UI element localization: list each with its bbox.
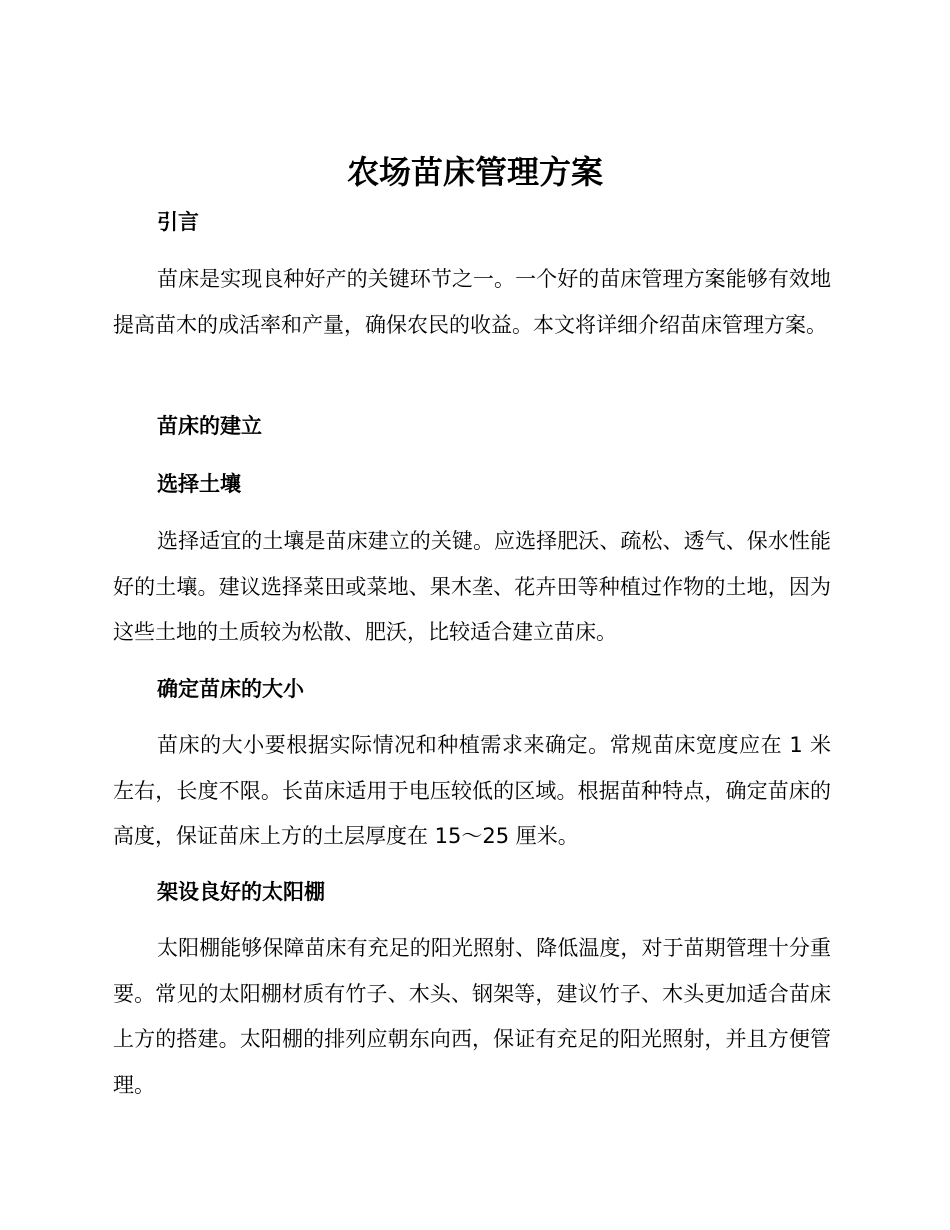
section-heading-intro: 引言 bbox=[157, 210, 199, 234]
section-heading-soil: 选择土壤 bbox=[157, 472, 241, 496]
section-heading-sunshade: 架设良好的太阳棚 bbox=[157, 880, 325, 904]
section-paragraph-intro: 苗床是实现良种好产的关键环节之一。一个好的苗床管理方案能够有效地提高苗木的成活率和产量，确保农民的收益。本文将详细介绍苗床管理方案。 bbox=[113, 267, 831, 337]
section-heading-size: 确定苗床的大小 bbox=[157, 677, 304, 701]
section-paragraph-sunshade: 太阳棚能够保障苗床有充足的阳光照射、降低温度，对于苗期管理十分重要。常见的太阳棚材质有竹子、木头、钢架等，建议竹子、木头更加适合苗床上方的搭建。太阳棚的排列应朝东向西，保证有充足的阳光照射，并且方便管理。 bbox=[113, 936, 831, 1097]
section-paragraph-size: 苗床的大小要根据实际情况和种植需求来确定。常规苗床宽度应在 1 米左右，长度不限。长苗床适用于电压较低的区域。根据苗种特点，确定苗床的高度，保证苗床上方的土层厚度在 15～25 厘米。 bbox=[113, 733, 831, 848]
section-heading-establishment: 苗床的建立 bbox=[157, 414, 262, 438]
document-title: 农场苗床管理方案 bbox=[346, 153, 603, 191]
section-paragraph-soil: 选择适宜的土壤是苗床建立的关键。应选择肥沃、疏松、透气、保水性能好的土壤。建议选择菜田或菜地、果木垄、花卉田等种植过作物的土地，因为这些土地的土质较为松散、肥沃，比较适合建立苗床。 bbox=[113, 529, 831, 644]
